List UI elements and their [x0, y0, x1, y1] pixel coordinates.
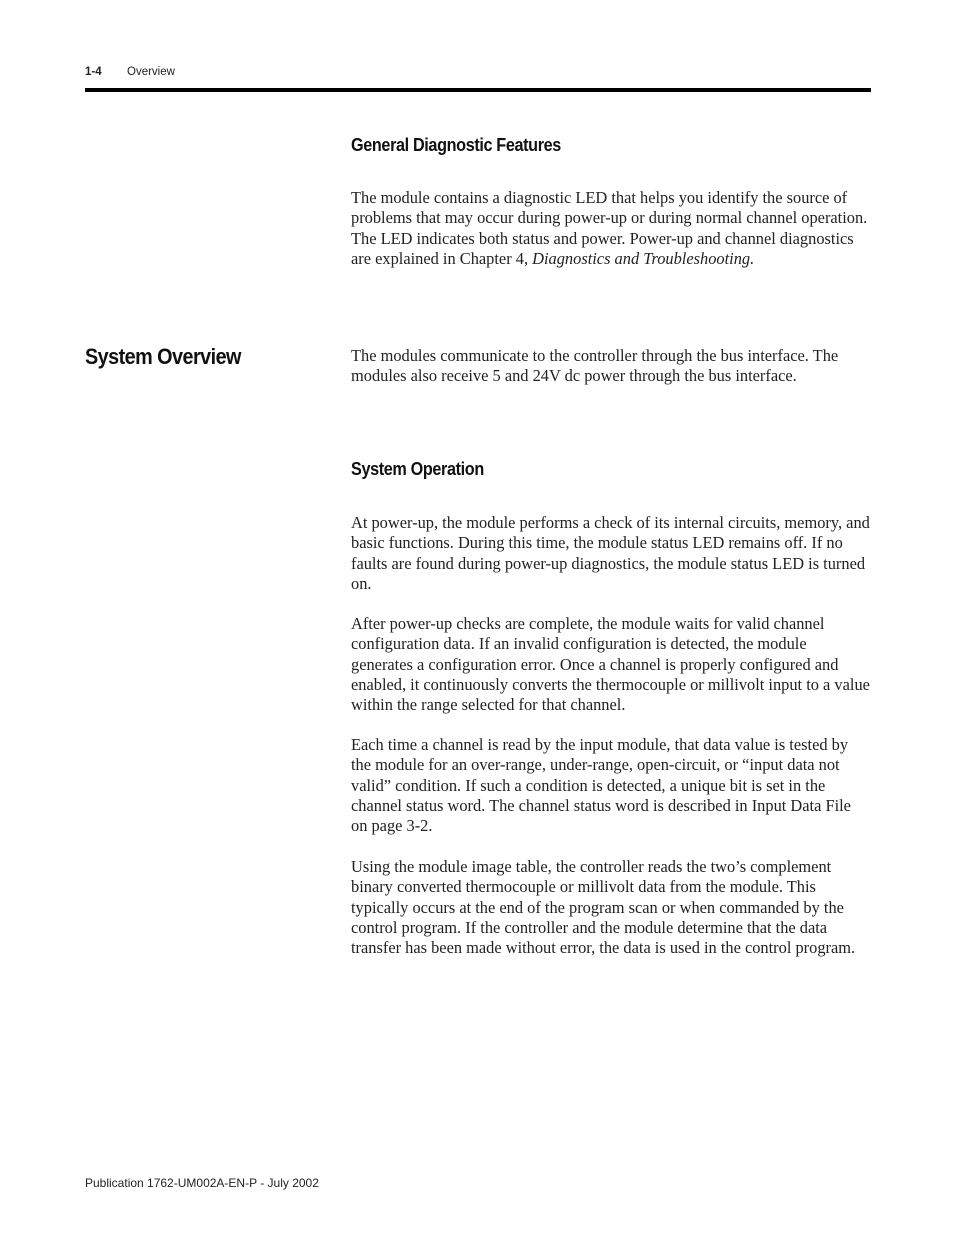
heading-general-diagnostic-features: General Diagnostic Features	[351, 135, 561, 155]
header-section-title: Overview	[127, 66, 175, 78]
paragraph-general-diagnostic-text: The module contains a diagnostic LED that helps you identify the source of problems that may occur during power-up or during normal channel operation. The LED indicates both status and power. Power-up and channel diagnostics are explained in Chapter 4,	[351, 188, 868, 268]
paragraph-general-diagnostic	[351, 188, 871, 269]
chapter-reference-period: .	[750, 248, 755, 268]
paragraph-system-operation-2: After power-up checks are complete, the module waits for valid channel configuration data. If an invalid configuration is detected, the module generates a configuration error. Once a channel is properly configured and enabled, it continuously converts the thermocouple or millivolt input to a value within the range selected for that channel.	[351, 614, 870, 715]
heading-system-operation: System Operation	[351, 459, 484, 479]
header-rule	[85, 88, 871, 92]
paragraph-system-operation-4: Using the module image table, the controller reads the two’s complement binary converted thermocouple or millivolt data from the module. This typically occurs at the end of the program scan or when commanded by the control program. If the controller and the module determine that the data transfer has been made without error, the data is used in the control program.	[351, 857, 856, 958]
paragraph-system-operation-1: At power-up, the module performs a check of its internal circuits, memory, and basic functions. During this time, the module status LED remains off. If no faults are found during power-up diagnostics, the module status LED is turned on.	[351, 513, 870, 593]
paragraph-system-operation-3: Each time a channel is read by the input module, that data value is tested by the module for an over-range, under-range, open-circuit, or “input data not valid” condition. If such a condition is detected, a unique bit is set in the channel status word. The channel status word is described in Input Data File on page 3-2.	[351, 735, 851, 836]
page-footer: Publication 1762-UM002A-EN-P - July 2002	[85, 1176, 319, 1190]
chapter-reference: Diagnostics and Troubleshooting	[532, 248, 751, 268]
paragraph-system-overview: The modules communicate to the controller through the bus interface. The modules also receive 5 and 24V dc power through the bus interface.	[351, 346, 839, 386]
heading-system-overview: System Overview	[85, 344, 241, 369]
page-header	[85, 66, 871, 84]
page-number: 1-4	[85, 66, 102, 78]
